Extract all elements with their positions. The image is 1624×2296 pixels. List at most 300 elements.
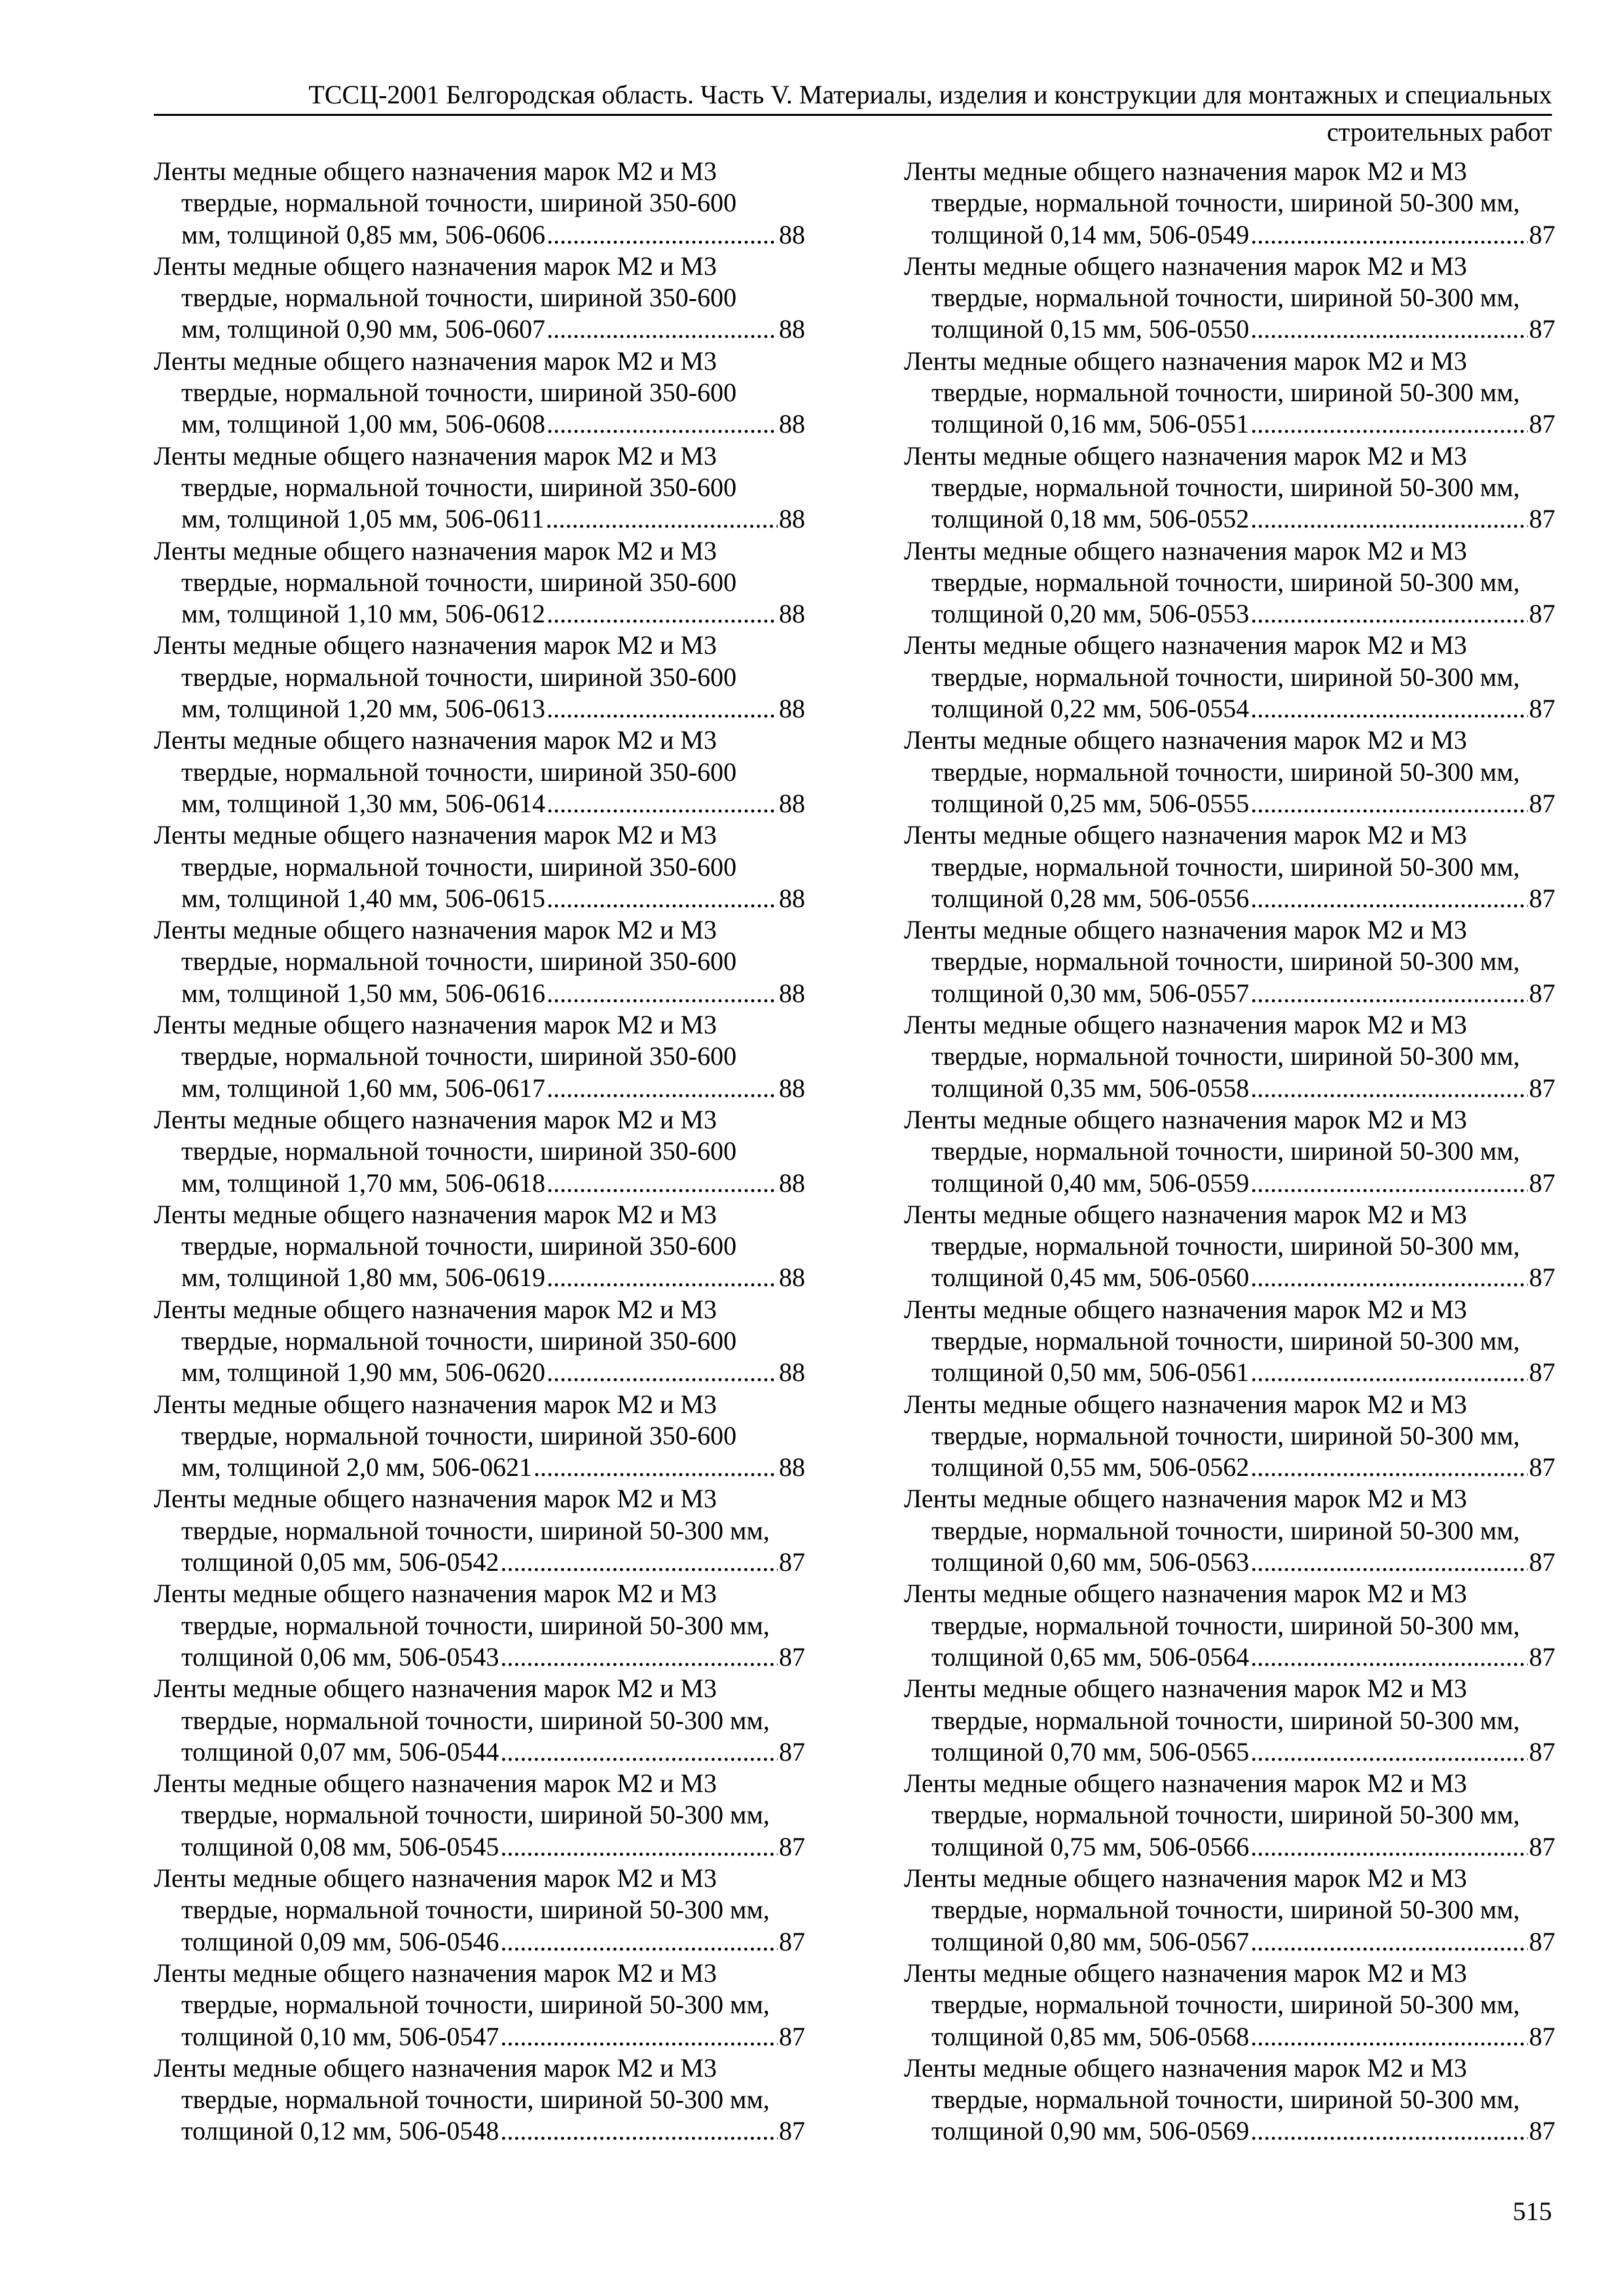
index-entry (154, 1199, 805, 1294)
entry-page-number: 87 (1529, 409, 1555, 439)
entry-page-number: 87 (779, 1547, 805, 1577)
entry-page-number: 87 (1529, 788, 1555, 818)
entry-page-number: 88 (779, 978, 805, 1008)
entry-text: Ленты медные общего назначения марок М2 и М3 (154, 1484, 717, 1514)
entry-text: мм, толщиной 0,85 мм, 506-0606 (181, 219, 545, 249)
page-number: 515 (1513, 2197, 1552, 2226)
entry-final-line (904, 883, 1555, 914)
entry-text: мм, толщиной 1,00 мм, 506-0608 (181, 409, 545, 439)
entry-line (154, 440, 805, 472)
entry-line (904, 819, 1555, 851)
entry-final-line (154, 978, 805, 1009)
entry-line (904, 1705, 1555, 1736)
entry-line (154, 1325, 805, 1357)
entry-text: твердые, нормальной точности, шириной 350-600 (181, 662, 737, 692)
entry-text: Ленты медные общего назначения марок М2 и М3 (154, 915, 717, 945)
entry-line (154, 346, 805, 377)
entry-page-number: 87 (1529, 219, 1555, 249)
entry-line (154, 1483, 805, 1515)
entry-final-line (904, 788, 1555, 819)
entry-text: толщиной 0,40 мм, 506-0559 (931, 1168, 1250, 1198)
entry-line (904, 1863, 1555, 1894)
entry-text: толщиной 0,05 мм, 506-0542 (181, 1547, 499, 1577)
entry-text: твердые, нормальной точности, шириной 50-300 мм, (931, 1800, 1520, 1830)
entry-text: твердые, нормальной точности, шириной 50-300 мм, (181, 1895, 770, 1925)
entry-text: Ленты медные общего назначения марок М2 и М3 (154, 1199, 717, 1229)
dot-leader (547, 219, 778, 251)
entry-line (154, 535, 805, 567)
index-entry (154, 630, 805, 725)
entry-final-line (904, 1641, 1555, 1673)
entry-line (904, 725, 1555, 756)
entry-line (154, 1610, 805, 1641)
entry-final-line (154, 1262, 805, 1293)
entry-line (154, 852, 805, 883)
entry-line (154, 1989, 805, 2020)
dot-leader (500, 1641, 778, 1673)
entry-line (154, 1420, 805, 1452)
entry-text: Ленты медные общего назначения марок М2 и М3 (904, 915, 1467, 945)
index-entry (154, 346, 805, 440)
entry-text: твердые, нормальной точности, шириной 350-600 (181, 1420, 737, 1450)
entry-line (154, 1799, 805, 1831)
index-entry (154, 1009, 805, 1104)
entry-text: мм, толщиной 1,70 мм, 506-0618 (181, 1168, 545, 1198)
entry-final-line (154, 1641, 805, 1673)
entry-text: Ленты медные общего назначения марок М2 и М3 (154, 440, 717, 471)
index-entry (904, 1009, 1555, 1104)
entry-text: Ленты медные общего назначения марок М2 и М3 (904, 440, 1467, 471)
dot-leader (547, 788, 778, 819)
dot-leader (1250, 883, 1528, 914)
entry-line (154, 757, 805, 788)
entry-line (904, 1325, 1555, 1357)
entry-text: твердые, нормальной точности, шириной 50-300 мм, (931, 1990, 1520, 2020)
entry-page-number: 87 (1529, 883, 1555, 913)
entry-line (904, 757, 1555, 788)
entry-line (154, 567, 805, 598)
entry-text: твердые, нормальной точности, шириной 50-300 мм, (931, 662, 1520, 692)
entry-text: твердые, нормальной точности, шириной 350-600 (181, 1136, 737, 1166)
entry-line (904, 1989, 1555, 2020)
entry-text: Ленты медные общего назначения марок М2 и М3 (904, 1484, 1467, 1514)
entry-final-line (154, 1073, 805, 1104)
entry-final-line (904, 1452, 1555, 1483)
entry-line (154, 1958, 805, 1989)
entry-line (904, 1799, 1555, 1831)
entry-text: твердые, нормальной точности, шириной 50-300 мм, (931, 946, 1520, 977)
index-entry (154, 1673, 805, 1768)
dot-leader (547, 1073, 778, 1104)
entry-line (154, 1230, 805, 1262)
entry-text: твердые, нормальной точности, шириной 350-600 (181, 852, 737, 882)
entry-text: мм, толщиной 1,20 мм, 506-0613 (181, 694, 545, 724)
dot-leader (547, 314, 778, 345)
entry-text: толщиной 0,06 мм, 506-0543 (181, 1641, 499, 1672)
entry-line (154, 472, 805, 503)
index-entry (904, 1483, 1555, 1578)
index-entry (904, 725, 1555, 819)
dot-leader (1250, 2115, 1528, 2147)
entry-line (154, 914, 805, 946)
dot-leader (500, 1926, 778, 1958)
dot-leader (1250, 1547, 1528, 1578)
entry-text: твердые, нормальной точности, шириной 350-600 (181, 757, 737, 787)
entry-page-number: 88 (779, 1452, 805, 1482)
entry-final-line (904, 693, 1555, 725)
index-entry (904, 914, 1555, 1009)
dot-leader (500, 2115, 778, 2147)
entry-final-line (904, 1073, 1555, 1104)
entry-final-line (904, 1547, 1555, 1578)
entry-text: мм, толщиной 1,80 мм, 506-0619 (181, 1263, 545, 1293)
entry-page-number: 88 (779, 1357, 805, 1388)
entry-text: Ленты медные общего назначения марок М2 и М3 (154, 2053, 717, 2083)
entry-text: толщиной 0,50 мм, 506-0561 (931, 1357, 1250, 1388)
entry-line (154, 251, 805, 282)
entry-page-number: 87 (779, 1831, 805, 1861)
entry-text: толщиной 0,18 мм, 506-0552 (931, 504, 1250, 534)
entry-page-number: 87 (1529, 1263, 1555, 1293)
index-column-left (154, 156, 805, 2147)
entry-page-number: 87 (1529, 694, 1555, 724)
entry-line (904, 251, 1555, 282)
entry-line (904, 2084, 1555, 2115)
index-entry (904, 1578, 1555, 1673)
entry-text: толщиной 0,12 мм, 506-0548 (181, 2116, 499, 2146)
entry-line (904, 440, 1555, 472)
entry-final-line (154, 1452, 805, 1483)
entry-text: твердые, нормальной точности, шириной 50-300 мм, (931, 2085, 1520, 2115)
entry-text: твердые, нормальной точности, шириной 50-300 мм, (931, 1705, 1520, 1735)
entry-line (154, 1515, 805, 1547)
index-entry (904, 1294, 1555, 1389)
entry-page-number: 87 (1529, 1073, 1555, 1103)
entry-page-number: 87 (1529, 1641, 1555, 1672)
entry-text: Ленты медные общего назначения марок М2 и М3 (904, 1674, 1467, 1704)
entry-text: твердые, нормальной точности, шириной 50-300 мм, (931, 1136, 1520, 1166)
entry-line (904, 187, 1555, 219)
entry-line (904, 852, 1555, 883)
entry-line (904, 1958, 1555, 1989)
entry-line (154, 662, 805, 693)
entry-text: толщиной 0,09 мм, 506-0546 (181, 1926, 499, 1956)
entry-text: толщиной 0,16 мм, 506-0551 (931, 409, 1250, 439)
entry-line (154, 1136, 805, 1167)
entry-text: Ленты медные общего назначения марок М2 и М3 (154, 1389, 717, 1419)
entry-final-line (154, 2021, 805, 2053)
entry-final-line (154, 1831, 805, 1863)
entry-line (154, 2084, 805, 2115)
entry-text: толщиной 0,75 мм, 506-0566 (931, 1831, 1250, 1861)
entry-text: твердые, нормальной точности, шириной 350-600 (181, 1325, 737, 1355)
dot-leader (547, 408, 778, 440)
entry-final-line (904, 978, 1555, 1009)
index-entry (904, 819, 1555, 914)
index-entry (904, 251, 1555, 346)
entry-page-number: 87 (779, 1926, 805, 1956)
entry-page-number: 88 (779, 1073, 805, 1103)
entry-page-number: 87 (1529, 1168, 1555, 1198)
entry-line (154, 946, 805, 977)
entry-line (904, 1199, 1555, 1230)
entry-text: толщиной 0,45 мм, 506-0560 (931, 1263, 1250, 1293)
index-entry (154, 1389, 805, 1484)
entry-text: твердые, нормальной точности, шириной 50-300 мм, (931, 1610, 1520, 1640)
entry-text: твердые, нормальной точности, шириной 350-600 (181, 1041, 737, 1071)
entry-page-number: 88 (779, 694, 805, 724)
index-entry (154, 725, 805, 819)
entry-final-line (904, 2115, 1555, 2147)
index-entry (154, 914, 805, 1009)
entry-text: твердые, нормальной точности, шириной 50-300 мм, (931, 1420, 1520, 1450)
dot-leader (1250, 693, 1528, 725)
entry-page-number: 87 (1529, 1357, 1555, 1388)
index-entry (154, 1768, 805, 1863)
running-header (154, 79, 1552, 149)
entry-text: Ленты медные общего назначения марок М2 и М3 (154, 820, 717, 850)
index-entry (904, 1389, 1555, 1484)
entry-line (154, 1894, 805, 1926)
entry-final-line (904, 1736, 1555, 1768)
index-entry (904, 1768, 1555, 1863)
entry-text: толщиной 0,65 мм, 506-0564 (931, 1641, 1250, 1672)
index-entry (904, 2053, 1555, 2147)
dot-leader (500, 1547, 778, 1578)
dot-leader (500, 1736, 778, 1768)
entry-text: твердые, нормальной точности, шириной 50-300 мм, (181, 1610, 770, 1640)
entry-final-line (154, 598, 805, 630)
entry-text: Ленты медные общего назначения марок М2 и М3 (154, 1674, 717, 1704)
entry-line (154, 1673, 805, 1704)
index-entry (154, 440, 805, 535)
entry-text: Ленты медные общего назначения марок М2 и М3 (154, 725, 717, 755)
entry-line (904, 1894, 1555, 1926)
entry-line (154, 187, 805, 219)
entry-final-line (154, 693, 805, 725)
entry-text: Ленты медные общего назначения марок М2 и М3 (904, 2053, 1467, 2083)
entry-text: твердые, нормальной точности, шириной 50-300 мм, (931, 283, 1520, 313)
entry-line (904, 1009, 1555, 1041)
entry-text: толщиной 0,60 мм, 506-0563 (931, 1547, 1250, 1577)
entry-text: толщиной 0,80 мм, 506-0567 (931, 1926, 1250, 1956)
entry-text: мм, толщиной 1,50 мм, 506-0616 (181, 978, 545, 1008)
entry-text: твердые, нормальной точности, шириной 50-300 мм, (181, 1515, 770, 1545)
entry-text: твердые, нормальной точности, шириной 50-300 мм, (181, 2085, 770, 2115)
entry-line (154, 156, 805, 187)
entry-final-line (904, 2021, 1555, 2053)
index-entry (154, 1958, 805, 2053)
entry-line (904, 1420, 1555, 1452)
index-entry (904, 630, 1555, 725)
index-entry (154, 1104, 805, 1199)
entry-text: Ленты медные общего назначения марок М2 и М3 (154, 156, 717, 186)
entry-text: Ленты медные общего назначения марок М2 и М3 (154, 630, 717, 660)
entry-final-line (904, 314, 1555, 345)
index-entry (154, 535, 805, 630)
entry-text: мм, толщиной 1,30 мм, 506-0614 (181, 788, 545, 818)
dot-leader (547, 1262, 778, 1293)
entry-page-number: 87 (1529, 1736, 1555, 1767)
dot-leader (500, 2021, 778, 2053)
entry-text: толщиной 0,70 мм, 506-0565 (931, 1736, 1250, 1767)
index-entry (904, 346, 1555, 440)
dot-leader (547, 1168, 778, 1199)
index-entry (154, 1483, 805, 1578)
entry-final-line (154, 2115, 805, 2147)
dot-leader (1250, 2021, 1528, 2053)
entry-line (904, 1389, 1555, 1420)
dot-leader (1250, 1926, 1528, 1958)
entry-line (904, 1515, 1555, 1547)
entry-line (154, 1041, 805, 1072)
entry-line (154, 1294, 805, 1325)
entry-final-line (154, 314, 805, 345)
dot-leader (547, 1357, 778, 1388)
entry-text: мм, толщиной 1,10 мм, 506-0612 (181, 599, 545, 629)
entry-text: Ленты медные общего назначения марок М2 и М3 (904, 630, 1467, 660)
entry-text: Ленты медные общего назначения марок М2 и М3 (154, 1579, 717, 1609)
entry-text: Ленты медные общего назначения марок М2 и М3 (154, 251, 717, 281)
entry-text: толщиной 0,22 мм, 506-0554 (931, 694, 1250, 724)
entry-final-line (154, 408, 805, 440)
entry-line (154, 1863, 805, 1894)
dot-leader (1250, 1357, 1528, 1388)
entry-text: твердые, нормальной точности, шириной 350-600 (181, 946, 737, 977)
entry-text: мм, толщиной 0,90 мм, 506-0607 (181, 314, 545, 344)
entry-text: твердые, нормальной точности, шириной 350-600 (181, 378, 737, 408)
entry-line (154, 1768, 805, 1799)
dot-leader (1250, 788, 1528, 819)
index-entry (904, 1199, 1555, 1294)
entry-page-number: 88 (779, 599, 805, 629)
dot-leader (547, 978, 778, 1009)
entry-final-line (904, 503, 1555, 535)
entry-final-line (904, 1357, 1555, 1388)
entry-text: толщиной 0,08 мм, 506-0545 (181, 1831, 499, 1861)
entry-line (904, 1578, 1555, 1609)
dot-leader (1250, 1262, 1528, 1293)
entry-page-number: 87 (779, 2116, 805, 2146)
entry-line (154, 1389, 805, 1420)
entry-line (904, 1483, 1555, 1515)
entry-page-number: 87 (1529, 504, 1555, 534)
entry-text: толщиной 0,15 мм, 506-0550 (931, 314, 1250, 344)
dot-leader (1250, 219, 1528, 251)
entry-text: Ленты медные общего назначения марок М2 и М3 (904, 1294, 1467, 1324)
entry-final-line (904, 219, 1555, 251)
entry-text: Ленты медные общего назначения марок М2 и М3 (904, 820, 1467, 850)
entry-text: Ленты медные общего назначения марок М2 и М3 (154, 1010, 717, 1040)
dot-leader (1250, 408, 1528, 440)
dot-leader (533, 1452, 778, 1483)
entry-line (154, 819, 805, 851)
entry-line (904, 1041, 1555, 1072)
entry-page-number: 88 (779, 409, 805, 439)
entry-line (154, 725, 805, 756)
index-entry (904, 1863, 1555, 1958)
entry-text: мм, толщиной 1,60 мм, 506-0617 (181, 1073, 545, 1103)
entry-text: Ленты медные общего назначения марок М2 и М3 (904, 156, 1467, 186)
entry-text: Ленты медные общего назначения марок М2 и М3 (904, 1863, 1467, 1893)
entry-text: толщиной 0,20 мм, 506-0553 (931, 599, 1250, 629)
entry-text: Ленты медные общего назначения марок М2 и М3 (904, 1199, 1467, 1229)
entry-text: твердые, нормальной точности, шириной 50-300 мм, (931, 1325, 1520, 1355)
entry-text: Ленты медные общего назначения марок М2 и М3 (904, 1579, 1467, 1609)
entry-page-number: 87 (779, 2021, 805, 2051)
index-entry (154, 819, 805, 914)
entry-text: толщиной 0,07 мм, 506-0544 (181, 1736, 499, 1767)
entry-page-number: 88 (779, 1263, 805, 1293)
entry-text: Ленты медные общего назначения марок М2 и М3 (904, 725, 1467, 755)
entry-page-number: 88 (779, 504, 805, 534)
entry-line (154, 1104, 805, 1136)
entry-text: Ленты медные общего назначения марок М2 и М3 (154, 1768, 717, 1799)
dot-leader (1250, 978, 1528, 1009)
entry-text: Ленты медные общего назначения марок М2 и М3 (904, 1010, 1467, 1040)
dot-leader (547, 883, 778, 914)
entry-page-number: 88 (779, 219, 805, 249)
entry-text: твердые, нормальной точности, шириной 350-600 (181, 1231, 737, 1261)
index-entry (904, 156, 1555, 251)
entry-text: твердые, нормальной точности, шириной 50-300 мм, (931, 852, 1520, 882)
entry-final-line (154, 1926, 805, 1958)
entry-text: Ленты медные общего назначения марок М2 и М3 (904, 1104, 1467, 1134)
entry-text: Ленты медные общего назначения марок М2 и М3 (904, 1768, 1467, 1799)
header-title-continuation: строительных работ (1327, 117, 1552, 147)
entry-text: твердые, нормальной точности, шириной 50-300 мм, (931, 472, 1520, 502)
entry-text: Ленты медные общего назначения марок М2 и М3 (154, 1104, 717, 1134)
entry-page-number: 88 (779, 788, 805, 818)
entry-text: толщиной 0,28 мм, 506-0556 (931, 883, 1250, 913)
entry-text: толщиной 0,14 мм, 506-0549 (931, 219, 1250, 249)
entry-text: Ленты медные общего назначения марок М2 и М3 (154, 1958, 717, 1988)
entry-text: толщиной 0,85 мм, 506-0568 (931, 2021, 1250, 2051)
entry-page-number: 87 (1529, 1547, 1555, 1577)
dot-leader (1250, 1641, 1528, 1673)
entry-line (154, 2053, 805, 2084)
dot-leader (1250, 1452, 1528, 1483)
entry-page-number: 88 (779, 883, 805, 913)
index-entry (904, 1958, 1555, 2053)
index-column-right (904, 156, 1555, 2147)
entry-page-number: 87 (779, 1641, 805, 1672)
entry-text: твердые, нормальной точности, шириной 50-300 мм, (181, 1705, 770, 1735)
entry-line (904, 472, 1555, 503)
entry-text: твердые, нормальной точности, шириной 50-300 мм, (931, 1041, 1520, 1071)
entry-text: Ленты медные общего назначения марок М2 и М3 (154, 346, 717, 376)
entry-text: твердые, нормальной точности, шириной 50-300 мм, (181, 1800, 770, 1830)
index-entry (154, 2053, 805, 2147)
dot-leader (1250, 1073, 1528, 1104)
entry-text: толщиной 0,35 мм, 506-0558 (931, 1073, 1250, 1103)
entry-final-line (154, 883, 805, 914)
entry-line (904, 282, 1555, 314)
entry-text: твердые, нормальной точности, шириной 350-600 (181, 567, 737, 597)
entry-text: Ленты медные общего назначения марок М2 и М3 (154, 1863, 717, 1893)
index-entry (154, 1863, 805, 1958)
entry-text: мм, толщиной 1,05 мм, 506-0611 (181, 504, 545, 534)
entry-line (904, 630, 1555, 661)
entry-text: твердые, нормальной точности, шириной 50-300 мм, (931, 1895, 1520, 1925)
entry-text: твердые, нормальной точности, шириной 50-300 мм, (931, 1515, 1520, 1545)
entry-line (904, 377, 1555, 408)
entry-line (904, 1673, 1555, 1704)
dot-leader (1250, 1831, 1528, 1863)
entry-text: мм, толщиной 2,0 мм, 506-0621 (181, 1452, 532, 1482)
entry-final-line (154, 1168, 805, 1199)
index-entry (154, 1294, 805, 1389)
